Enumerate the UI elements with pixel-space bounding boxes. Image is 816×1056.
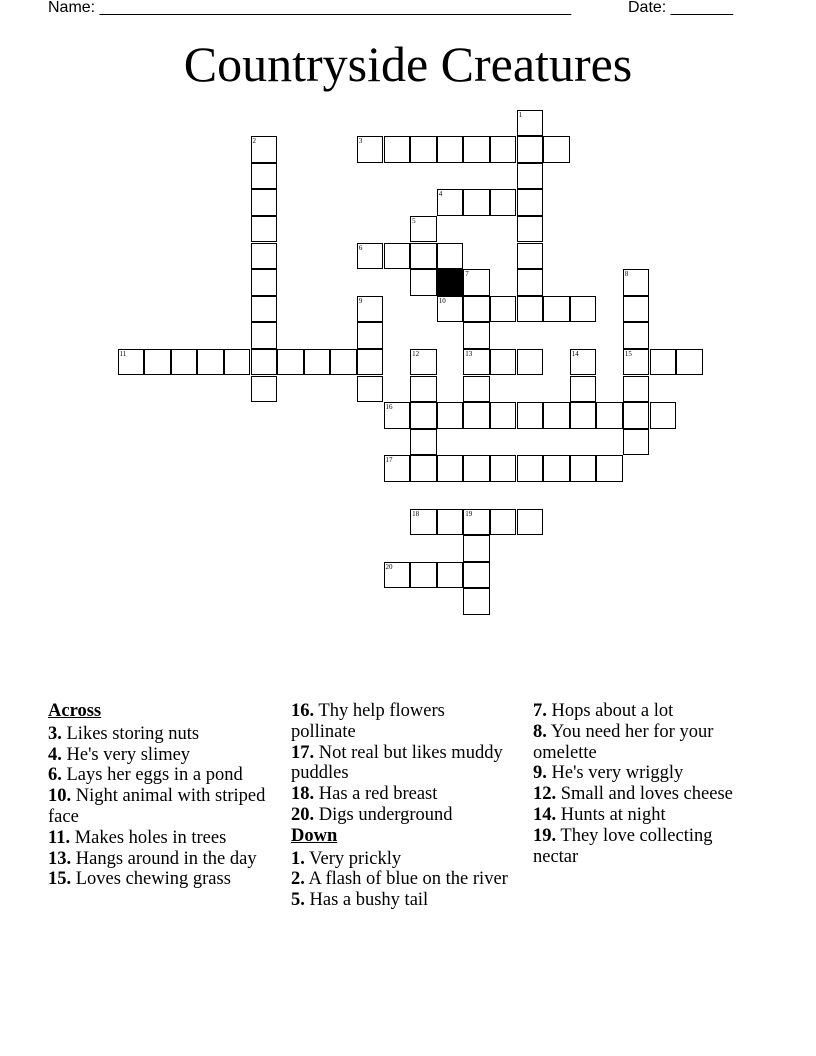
name-label: Name: (48, 0, 96, 16)
grid-cell[interactable] (357, 243, 384, 270)
grid-cell[interactable] (623, 269, 650, 296)
grid-cell[interactable] (251, 322, 278, 349)
grid-cell[interactable] (410, 402, 437, 429)
across-clue: 16. Thy help flowers pollinate (291, 701, 445, 742)
clue-number: 18 (412, 509, 420, 518)
clue-number: 19 (465, 509, 473, 518)
clue-number: 17 (385, 456, 393, 465)
clue-column-2 (291, 701, 513, 911)
grid-cell[interactable] (251, 216, 278, 243)
across-heading: Across (48, 701, 102, 721)
grid-cell[interactable] (463, 509, 490, 536)
grid-cell[interactable] (384, 455, 411, 482)
across-clue: 4. He's very slimey (48, 744, 191, 765)
across-clue: 11. Makes holes in trees (48, 827, 227, 848)
grid-cell[interactable] (410, 376, 437, 403)
clue-column-1 (48, 701, 270, 890)
clue-number: 20 (385, 562, 393, 571)
grid-cell[interactable] (596, 402, 623, 429)
clue-number: 2 (252, 137, 256, 146)
grid-cell[interactable] (224, 349, 251, 376)
grid-cell[interactable] (463, 376, 490, 403)
grid-cell[interactable] (517, 402, 544, 429)
grid-cell[interactable] (623, 402, 650, 429)
grid-cell[interactable] (676, 349, 703, 376)
puzzle-title: Countryside Creatures (183, 36, 633, 92)
grid-cell[interactable] (251, 349, 278, 376)
clue-number: 6 (358, 243, 363, 252)
grid-cell[interactable] (517, 163, 544, 190)
grid-cell[interactable] (490, 296, 517, 323)
date-line[interactable]: _______ (670, 0, 733, 16)
grid-cell[interactable] (251, 376, 278, 403)
grid-cell[interactable] (623, 322, 650, 349)
grid-cell[interactable] (596, 455, 623, 482)
grid-cell[interactable] (437, 455, 464, 482)
name-line[interactable]: _____________________________________________________ (99, 0, 572, 16)
grid-cell[interactable] (144, 349, 171, 376)
grid-cell[interactable] (490, 189, 517, 216)
grid-cell[interactable] (330, 349, 357, 376)
clue-number: 11 (119, 349, 127, 358)
clue-column-3 (533, 701, 755, 867)
down-clue: 8. You need her for your omelette (533, 721, 714, 763)
grid-cell[interactable] (410, 269, 437, 296)
grid-cell[interactable] (357, 322, 384, 349)
grid-cell[interactable] (251, 243, 278, 270)
black-square (437, 269, 464, 296)
grid-cell[interactable] (437, 562, 464, 589)
clue-number: 15 (624, 349, 632, 358)
grid-cell[interactable] (197, 349, 224, 376)
down-clue: 19. They love collecting nectar (533, 825, 713, 867)
across-clue: 15. Loves chewing grass (48, 869, 231, 890)
grid-cell[interactable] (463, 588, 490, 615)
grid-cell[interactable] (463, 296, 490, 323)
grid-cell[interactable] (357, 296, 384, 323)
clue-number: 16 (385, 403, 393, 412)
grid-cell[interactable] (277, 349, 304, 376)
grid-cell[interactable] (490, 509, 517, 536)
down-clue: 14. Hunts at night (533, 804, 666, 825)
grid-cell[interactable] (118, 349, 145, 376)
grid-cell[interactable] (463, 562, 490, 589)
grid-cell[interactable] (410, 243, 437, 270)
across-clue: 18. Has a red breast (291, 784, 438, 805)
grid-cell[interactable] (410, 216, 437, 243)
grid-cell[interactable] (490, 455, 517, 482)
down-heading: Down (291, 825, 338, 846)
grid-cell[interactable] (543, 136, 570, 163)
grid-cell[interactable] (384, 562, 411, 589)
grid-cell[interactable] (570, 349, 597, 376)
grid-cell[interactable] (251, 269, 278, 296)
clue-number: 4 (438, 190, 443, 199)
grid-cell[interactable] (570, 376, 597, 403)
grid-cell[interactable] (463, 269, 490, 296)
grid-cell[interactable] (384, 136, 411, 163)
grid-cell[interactable] (463, 136, 490, 163)
grid-cell[interactable] (517, 189, 544, 216)
grid-cell[interactable] (623, 376, 650, 403)
grid-cell[interactable] (437, 402, 464, 429)
grid-cell[interactable] (437, 189, 464, 216)
grid-cell[interactable] (410, 509, 437, 536)
grid-cell[interactable] (410, 429, 437, 456)
grid-cell[interactable] (251, 189, 278, 216)
clue-number: 13 (465, 349, 473, 358)
grid-cell[interactable] (437, 296, 464, 323)
grid-cell[interactable] (410, 349, 437, 376)
down-clue: 1. Very prickly (291, 848, 402, 869)
across-clue: 10. Night animal with striped face (48, 786, 266, 827)
grid-cell[interactable] (437, 136, 464, 163)
grid-cell[interactable] (463, 402, 490, 429)
grid-cell[interactable] (650, 349, 677, 376)
grid-cell[interactable] (437, 509, 464, 536)
grid-cell[interactable] (410, 455, 437, 482)
grid-cell[interactable] (251, 296, 278, 323)
grid-cell[interactable] (437, 243, 464, 270)
grid-cell[interactable] (171, 349, 198, 376)
grid-cell[interactable] (623, 296, 650, 323)
grid-cell[interactable] (251, 163, 278, 190)
grid-cell[interactable] (623, 429, 650, 456)
clue-number: 3 (358, 137, 363, 146)
clue-number: 7 (465, 270, 469, 279)
clue-number: 10 (438, 296, 446, 305)
grid-cell[interactable] (570, 402, 597, 429)
grid-cell[interactable] (543, 402, 570, 429)
grid-cell[interactable] (463, 322, 490, 349)
grid-cell[interactable] (517, 269, 544, 296)
grid-cell[interactable] (357, 376, 384, 403)
across-clue: 20. Digs underground (291, 804, 453, 825)
grid-cell[interactable] (490, 402, 517, 429)
grid-cell[interactable] (463, 349, 490, 376)
grid-cell[interactable] (543, 296, 570, 323)
grid-cell[interactable] (463, 455, 490, 482)
grid-cell[interactable] (384, 402, 411, 429)
down-clue: 12. Small and loves cheese (533, 784, 733, 805)
grid-cell[interactable] (517, 455, 544, 482)
grid-cell[interactable] (410, 136, 437, 163)
grid-cell[interactable] (490, 349, 517, 376)
grid-cell[interactable] (251, 136, 278, 163)
down-clue: 2. A flash of blue on the river (291, 869, 508, 890)
grid-cell[interactable] (517, 296, 544, 323)
grid-cell[interactable] (463, 189, 490, 216)
across-clue: 6. Lays her eggs in a pond (48, 765, 243, 786)
grid-cell[interactable] (463, 535, 490, 562)
date-label: Date: (628, 0, 667, 16)
grid-cell[interactable] (304, 349, 331, 376)
across-clue: 3. Likes storing nuts (48, 723, 200, 744)
grid-cell[interactable] (570, 455, 597, 482)
clue-number: 1 (518, 110, 522, 119)
down-clue: 5. Has a bushy tail (291, 890, 429, 911)
clue-number: 14 (571, 349, 579, 358)
down-clue: 9. He's very wriggly (533, 763, 684, 784)
grid-cell[interactable] (623, 349, 650, 376)
clue-number: 5 (412, 216, 416, 225)
clue-number: 9 (358, 296, 363, 305)
grid-cell[interactable] (517, 243, 544, 270)
grid-cell[interactable] (650, 402, 677, 429)
grid-cell[interactable] (517, 509, 544, 536)
grid-cell[interactable] (357, 349, 384, 376)
grid-cell[interactable] (517, 136, 544, 163)
grid-cell[interactable] (490, 136, 517, 163)
grid-cell[interactable] (517, 216, 544, 243)
across-clue: 13. Hangs around in the day (48, 848, 257, 869)
down-clue: 7. Hops about a lot (533, 701, 674, 721)
clue-number: 12 (412, 349, 420, 358)
grid-cell[interactable] (384, 243, 411, 270)
clue-number: 8 (624, 270, 629, 279)
grid-cell[interactable] (357, 136, 384, 163)
grid-cell[interactable] (410, 562, 437, 589)
grid-cell[interactable] (543, 455, 570, 482)
grid-cell[interactable] (570, 296, 597, 323)
grid-cell[interactable] (517, 110, 544, 137)
grid-cell[interactable] (517, 349, 544, 376)
across-clue: 17. Not real but likes muddy puddles (291, 742, 503, 784)
